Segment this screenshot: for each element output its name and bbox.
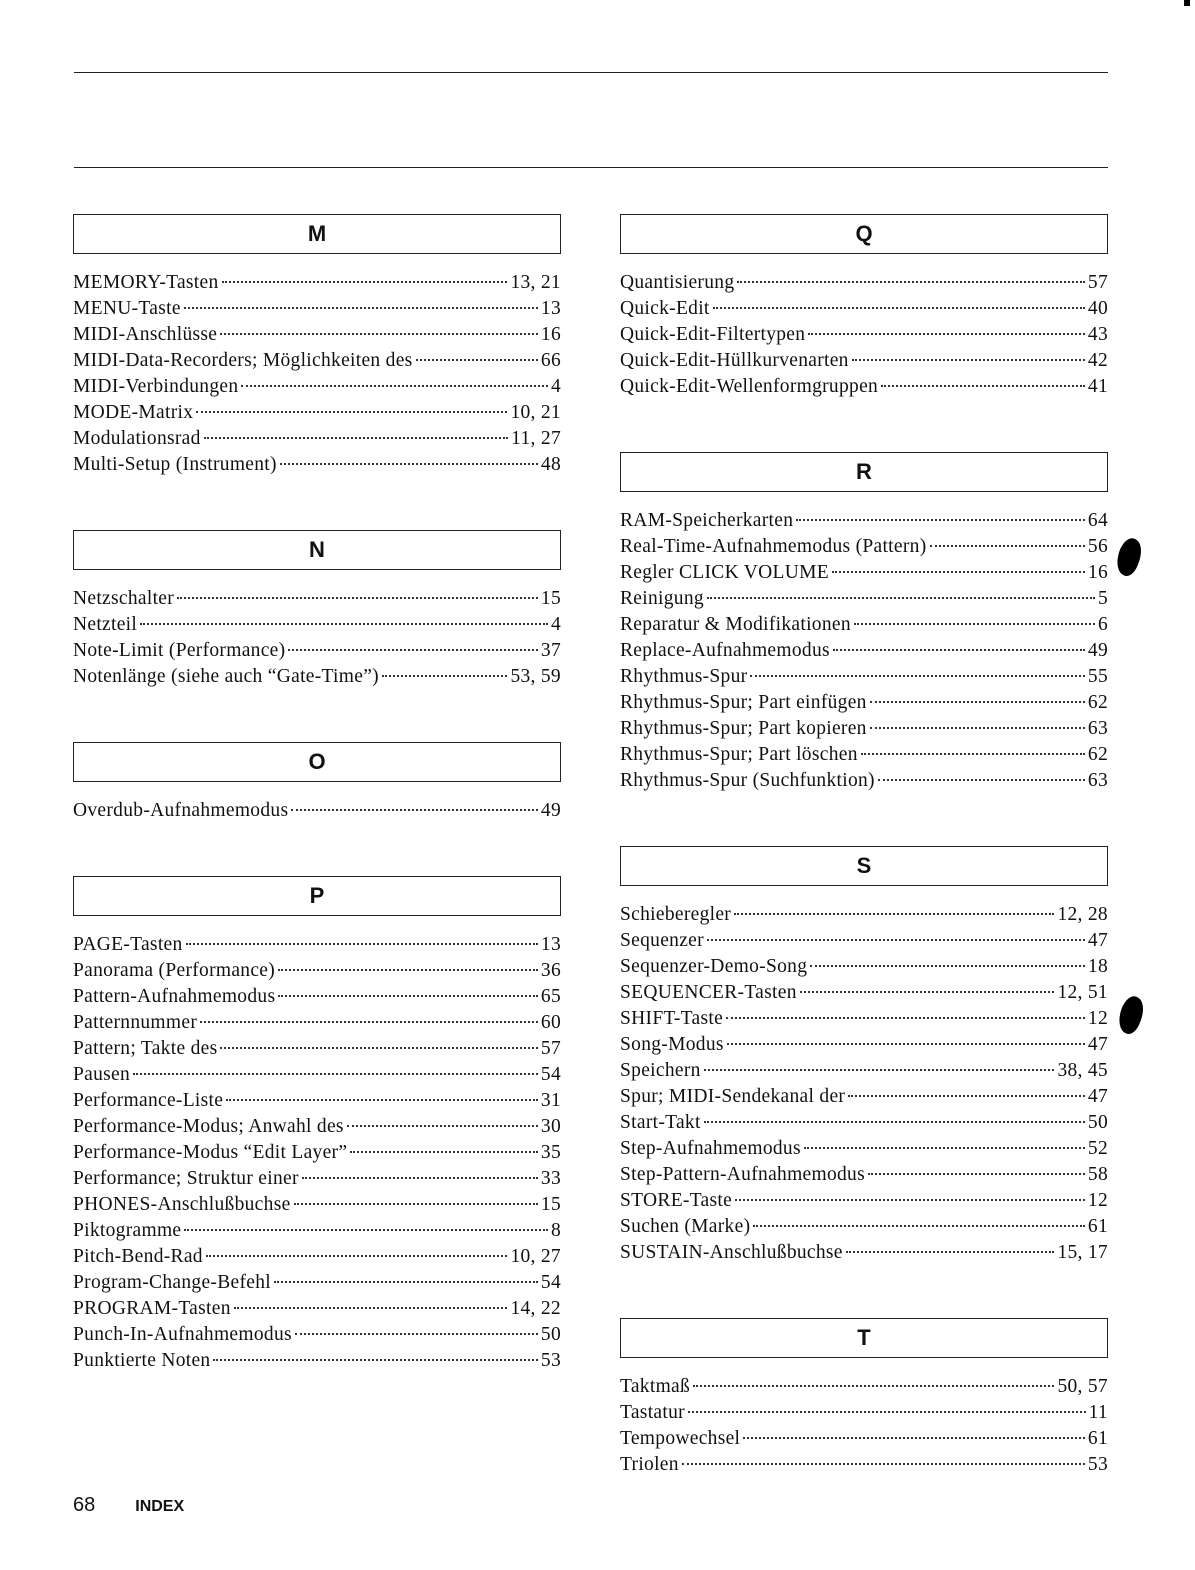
index-entry (620, 768, 1108, 794)
index-term: MIDI-Anschlüsse (73, 324, 218, 345)
page-reference: 12, 51 (1057, 982, 1108, 1003)
index-term: Overdub-Aufnahmemodus (73, 800, 289, 821)
dot-leader (852, 359, 1085, 361)
index-term: Pausen (73, 1064, 131, 1085)
page-number: 68 (73, 1494, 96, 1516)
index-entry (620, 954, 1108, 980)
page-reference: 6 (1097, 614, 1108, 635)
index-term: Piktogramme (73, 1220, 182, 1241)
dot-leader (750, 675, 1084, 677)
index-entry (73, 1192, 561, 1218)
dot-leader (743, 1437, 1085, 1439)
index-entry (620, 1452, 1108, 1478)
dot-leader (848, 1095, 1085, 1097)
index-section-p (73, 876, 561, 1374)
dot-leader (184, 307, 538, 309)
dot-leader (350, 1151, 538, 1153)
index-term: MODE-Matrix (73, 402, 194, 423)
page-reference: 4 (550, 614, 561, 635)
left-index-column (73, 214, 561, 1426)
dot-leader (177, 597, 538, 599)
index-term: Quick-Edit (620, 298, 710, 319)
index-entry (73, 1036, 561, 1062)
page-reference: 62 (1087, 744, 1108, 765)
index-term: Quick-Edit-Filtertypen (620, 324, 806, 345)
index-section-s (620, 846, 1108, 1266)
index-term: Speichern (620, 1060, 701, 1081)
dot-leader (737, 281, 1085, 283)
index-term: Step-Pattern-Aufnahmemodus (620, 1164, 865, 1185)
index-term: PHONES-Anschlußbuchse (73, 1194, 291, 1215)
index-entry (620, 270, 1108, 296)
dot-leader (241, 385, 548, 387)
index-entry (620, 1162, 1108, 1188)
index-term: Suchen (Marke) (620, 1216, 751, 1237)
page-reference: 4 (550, 376, 561, 397)
index-entry (620, 664, 1108, 690)
index-entry (73, 296, 561, 322)
dot-leader (881, 385, 1085, 387)
dot-leader (707, 597, 1095, 599)
page-reference: 58 (1087, 1164, 1108, 1185)
index-term: Rhythmus-Spur; Part löschen (620, 744, 858, 765)
index-section-n (73, 530, 561, 690)
index-entry (620, 1110, 1108, 1136)
page-reference: 14, 22 (510, 1298, 561, 1319)
dot-leader (204, 437, 508, 439)
index-term: Notenlänge (siehe auch “Gate-Time”) (73, 666, 379, 687)
page-reference: 10, 21 (510, 402, 561, 423)
page-reference: 55 (1087, 666, 1108, 687)
index-term: Step-Aufnahmemodus (620, 1138, 801, 1159)
dot-leader (416, 359, 538, 361)
page-reference: 15 (540, 588, 561, 609)
footer-label: INDEX (135, 1498, 185, 1515)
page-reference: 57 (1087, 272, 1108, 293)
page-reference: 49 (1087, 640, 1108, 661)
dot-leader (688, 1411, 1086, 1413)
dot-leader (930, 545, 1085, 547)
index-entry (73, 452, 561, 478)
page-reference: 50 (540, 1324, 561, 1345)
page-reference: 33 (540, 1168, 561, 1189)
index-term: Modulationsrad (73, 428, 201, 449)
index-entry (620, 1032, 1108, 1058)
index-term: Sequenzer (620, 930, 704, 951)
page-reference: 54 (540, 1272, 561, 1293)
index-term: Performance; Struktur einer (73, 1168, 299, 1189)
index-term: Quantisierung (620, 272, 735, 293)
index-entry (620, 690, 1108, 716)
index-entry (620, 322, 1108, 348)
dot-leader (727, 1043, 1085, 1045)
index-entry (620, 534, 1108, 560)
page-reference: 60 (540, 1012, 561, 1033)
index-entry (73, 1296, 561, 1322)
dot-leader (302, 1177, 538, 1179)
index-entry (73, 1062, 561, 1088)
dot-leader (274, 1281, 538, 1283)
index-term: Rhythmus-Spur (Suchfunktion) (620, 770, 875, 791)
corner-mark (1184, 0, 1190, 6)
index-term: Punktierte Noten (73, 1350, 211, 1371)
index-entry (73, 270, 561, 296)
dot-leader (288, 649, 537, 651)
page-reference: 50 (1087, 1112, 1108, 1133)
index-entry (620, 638, 1108, 664)
index-term: STORE-Taste (620, 1190, 733, 1211)
index-entry-list (73, 270, 561, 478)
index-term: SUSTAIN-Anschlußbuchse (620, 1242, 843, 1263)
index-entry (620, 902, 1108, 928)
dot-leader (800, 991, 1055, 993)
index-entry-list (620, 508, 1108, 794)
index-entry (620, 1400, 1108, 1426)
index-section-q (620, 214, 1108, 400)
index-term: Quick-Edit-Hüllkurvenarten (620, 350, 849, 371)
dot-leader (704, 1121, 1085, 1123)
dot-leader (870, 727, 1085, 729)
section-letter-heading: R (620, 452, 1108, 492)
index-entry (73, 1114, 561, 1140)
dot-leader (133, 1073, 538, 1075)
dot-leader (280, 463, 538, 465)
page-reference: 12, 28 (1057, 904, 1108, 925)
index-entry (620, 612, 1108, 638)
index-entry-list (620, 902, 1108, 1266)
page-reference: 50, 57 (1057, 1376, 1108, 1397)
index-entry (620, 1374, 1108, 1400)
index-entry (620, 1136, 1108, 1162)
dot-leader (804, 1147, 1085, 1149)
dot-leader (808, 333, 1085, 335)
index-entry (73, 1088, 561, 1114)
section-letter-heading: Q (620, 214, 1108, 254)
page-reference: 13, 21 (510, 272, 561, 293)
index-entry (73, 798, 561, 824)
index-entry (73, 664, 561, 690)
page-reference: 52 (1087, 1138, 1108, 1159)
index-entry (73, 1010, 561, 1036)
index-term: SEQUENCER-Tasten (620, 982, 797, 1003)
page-reference: 53 (540, 1350, 561, 1371)
dot-leader (186, 943, 538, 945)
page-reference: 10, 27 (510, 1246, 561, 1267)
page-reference: 30 (540, 1116, 561, 1137)
section-letter-heading: T (620, 1318, 1108, 1358)
dot-leader (206, 1255, 508, 1257)
index-entry-list (620, 1374, 1108, 1478)
index-entry (73, 958, 561, 984)
dot-leader (846, 1251, 1055, 1253)
index-term: Performance-Liste (73, 1090, 224, 1111)
page-reference: 40 (1087, 298, 1108, 319)
page-reference: 49 (540, 800, 561, 821)
index-entry (73, 1218, 561, 1244)
page-reference: 12 (1087, 1008, 1108, 1029)
index-entry (620, 742, 1108, 768)
dot-leader (295, 1333, 538, 1335)
index-term: Pitch-Bend-Rad (73, 1246, 203, 1267)
page-reference: 61 (1087, 1216, 1108, 1237)
index-term: PAGE-Tasten (73, 934, 183, 955)
index-entry-list (73, 932, 561, 1374)
page-reference: 18 (1087, 956, 1108, 977)
page-reference: 47 (1087, 930, 1108, 951)
dot-leader (693, 1385, 1054, 1387)
index-term: MENU-Taste (73, 298, 181, 319)
page-reference: 62 (1087, 692, 1108, 713)
dot-leader (726, 1017, 1085, 1019)
section-letter-heading: O (73, 742, 561, 782)
index-entry (620, 1058, 1108, 1084)
index-term: Pattern-Aufnahmemodus (73, 986, 276, 1007)
dot-leader (382, 675, 507, 677)
section-letter-heading: S (620, 846, 1108, 886)
page-reference: 57 (540, 1038, 561, 1059)
dot-leader (832, 571, 1085, 573)
index-term: Real-Time-Aufnahmemodus (Pattern) (620, 536, 927, 557)
index-term: Performance-Modus “Edit Layer” (73, 1142, 348, 1163)
dot-leader (713, 307, 1085, 309)
index-term: Multi-Setup (Instrument) (73, 454, 277, 475)
page-reference: 13 (540, 298, 561, 319)
top-rule (74, 72, 1108, 73)
index-term: Replace-Aufnahmemodus (620, 640, 830, 661)
page-reference: 8 (550, 1220, 561, 1241)
index-entry (73, 426, 561, 452)
page-reference: 43 (1087, 324, 1108, 345)
dot-leader (753, 1225, 1085, 1227)
index-term: Spur; MIDI-Sendekanal der (620, 1086, 846, 1107)
dot-leader (682, 1463, 1085, 1465)
page-reference: 48 (540, 454, 561, 475)
index-entry (620, 1426, 1108, 1452)
index-term: Program-Change-Befehl (73, 1272, 271, 1293)
index-entry (620, 716, 1108, 742)
index-term: Note-Limit (Performance) (73, 640, 286, 661)
index-entry (73, 984, 561, 1010)
page-reference: 56 (1087, 536, 1108, 557)
index-entry-list (73, 586, 561, 690)
index-entry (73, 400, 561, 426)
index-entry (73, 612, 561, 638)
index-term: Start-Takt (620, 1112, 701, 1133)
index-term: Schieberegler (620, 904, 732, 925)
dot-leader (278, 969, 538, 971)
dot-leader (278, 995, 538, 997)
index-term: Punch-In-Aufnahmemodus (73, 1324, 292, 1345)
page-reference: 13 (540, 934, 561, 955)
index-entry (73, 1322, 561, 1348)
index-term: Reparatur & Modifikationen (620, 614, 851, 635)
index-term: Regler CLICK VOLUME (620, 562, 829, 583)
index-entry (620, 374, 1108, 400)
page-reference: 66 (540, 350, 561, 371)
dot-leader (796, 519, 1085, 521)
dot-leader (184, 1229, 548, 1231)
page-reference: 53 (1087, 1454, 1108, 1475)
dot-leader (220, 333, 538, 335)
index-term: RAM-Speicherkarten (620, 510, 794, 531)
dot-leader (200, 1021, 538, 1023)
index-entry (73, 638, 561, 664)
dot-leader (347, 1125, 538, 1127)
page-reference: 54 (540, 1064, 561, 1085)
page-reference: 11 (1088, 1402, 1108, 1423)
dot-leader (854, 623, 1095, 625)
page-reference: 64 (1087, 510, 1108, 531)
page-reference: 38, 45 (1057, 1060, 1108, 1081)
dot-leader (140, 623, 548, 625)
page-reference: 63 (1087, 770, 1108, 791)
dot-leader (734, 913, 1054, 915)
page-reference: 37 (540, 640, 561, 661)
index-entry-list (73, 798, 561, 824)
page-footer (73, 1494, 184, 1517)
dot-leader (294, 1203, 538, 1205)
index-section-o (73, 742, 561, 824)
index-entry (73, 1166, 561, 1192)
index-term: Quick-Edit-Wellenformgruppen (620, 376, 879, 397)
index-section-m (73, 214, 561, 478)
index-term: Tempowechsel (620, 1428, 741, 1449)
dot-leader (704, 1069, 1055, 1071)
index-entry (620, 1006, 1108, 1032)
index-term: Song-Modus (620, 1034, 724, 1055)
index-term: Rhythmus-Spur; Part kopieren (620, 718, 867, 739)
index-entry (620, 928, 1108, 954)
index-entry (73, 1348, 561, 1374)
index-entry (620, 1214, 1108, 1240)
index-term: Rhythmus-Spur (620, 666, 748, 687)
index-term: Netzteil (73, 614, 138, 635)
page-reference: 47 (1087, 1034, 1108, 1055)
index-entry (620, 296, 1108, 322)
index-entry (73, 932, 561, 958)
page-reference: 35 (540, 1142, 561, 1163)
dot-leader (870, 701, 1085, 703)
dot-leader (196, 411, 507, 413)
section-letter-heading: M (73, 214, 561, 254)
dot-leader (222, 281, 508, 283)
page-reference: 42 (1087, 350, 1108, 371)
page-reference: 41 (1087, 376, 1108, 397)
page-reference: 15 (540, 1194, 561, 1215)
dot-leader (220, 1047, 537, 1049)
index-term: MIDI-Verbindungen (73, 376, 239, 397)
index-term: Reinigung (620, 588, 704, 609)
dot-leader (878, 779, 1085, 781)
section-letter-heading: P (73, 876, 561, 916)
index-entry (620, 348, 1108, 374)
dot-leader (226, 1099, 538, 1101)
index-entry (620, 980, 1108, 1006)
right-index-column (620, 214, 1108, 1530)
index-term: SHIFT-Taste (620, 1008, 724, 1029)
page-edge-mark (1114, 993, 1148, 1036)
page-edge-mark (1112, 535, 1146, 578)
dot-leader (868, 1173, 1085, 1175)
index-term: MEMORY-Tasten (73, 272, 219, 293)
page-reference: 31 (540, 1090, 561, 1111)
index-term: MIDI-Data-Recorders; Möglichkeiten des (73, 350, 413, 371)
index-term: PROGRAM-Tasten (73, 1298, 231, 1319)
index-term: Rhythmus-Spur; Part einfügen (620, 692, 867, 713)
index-term: Tastatur (620, 1402, 685, 1423)
index-term: Performance-Modus; Anwahl des (73, 1116, 344, 1137)
section-letter-heading: N (73, 530, 561, 570)
index-entry (73, 1270, 561, 1296)
index-entry (73, 1244, 561, 1270)
index-term: Sequenzer-Demo-Song (620, 956, 808, 977)
page-reference: 16 (1087, 562, 1108, 583)
index-term: Triolen (620, 1454, 679, 1475)
index-term: Pattern; Takte des (73, 1038, 218, 1059)
page-reference: 61 (1087, 1428, 1108, 1449)
page-reference: 47 (1087, 1086, 1108, 1107)
page-reference: 63 (1087, 718, 1108, 739)
dot-leader (833, 649, 1085, 651)
index-entry (620, 1188, 1108, 1214)
index-entry (620, 560, 1108, 586)
index-term: Taktmaß (620, 1376, 691, 1397)
index-entry (620, 1240, 1108, 1266)
page-reference: 36 (540, 960, 561, 981)
index-section-r (620, 452, 1108, 794)
page-reference: 65 (540, 986, 561, 1007)
index-entry-list (620, 270, 1108, 400)
index-entry (73, 374, 561, 400)
index-entry (73, 322, 561, 348)
index-section-t (620, 1318, 1108, 1478)
page-reference: 12 (1087, 1190, 1108, 1211)
index-entry (620, 508, 1108, 534)
index-entry (620, 1084, 1108, 1110)
dot-leader (810, 965, 1085, 967)
page-reference: 5 (1097, 588, 1108, 609)
dot-leader (213, 1359, 537, 1361)
dot-leader (861, 753, 1085, 755)
header-rule (74, 167, 1108, 168)
index-entry (73, 586, 561, 612)
index-entry (73, 1140, 561, 1166)
page-reference: 11, 27 (511, 428, 561, 449)
index-term: Netzschalter (73, 588, 175, 609)
page-reference: 16 (540, 324, 561, 345)
index-term: Patternnummer (73, 1012, 198, 1033)
index-entry (620, 586, 1108, 612)
index-entry (73, 348, 561, 374)
dot-leader (291, 809, 538, 811)
page-reference: 53, 59 (510, 666, 561, 687)
dot-leader (234, 1307, 508, 1309)
page-reference: 15, 17 (1057, 1242, 1108, 1263)
dot-leader (707, 939, 1085, 941)
dot-leader (735, 1199, 1085, 1201)
index-term: Panorama (Performance) (73, 960, 276, 981)
